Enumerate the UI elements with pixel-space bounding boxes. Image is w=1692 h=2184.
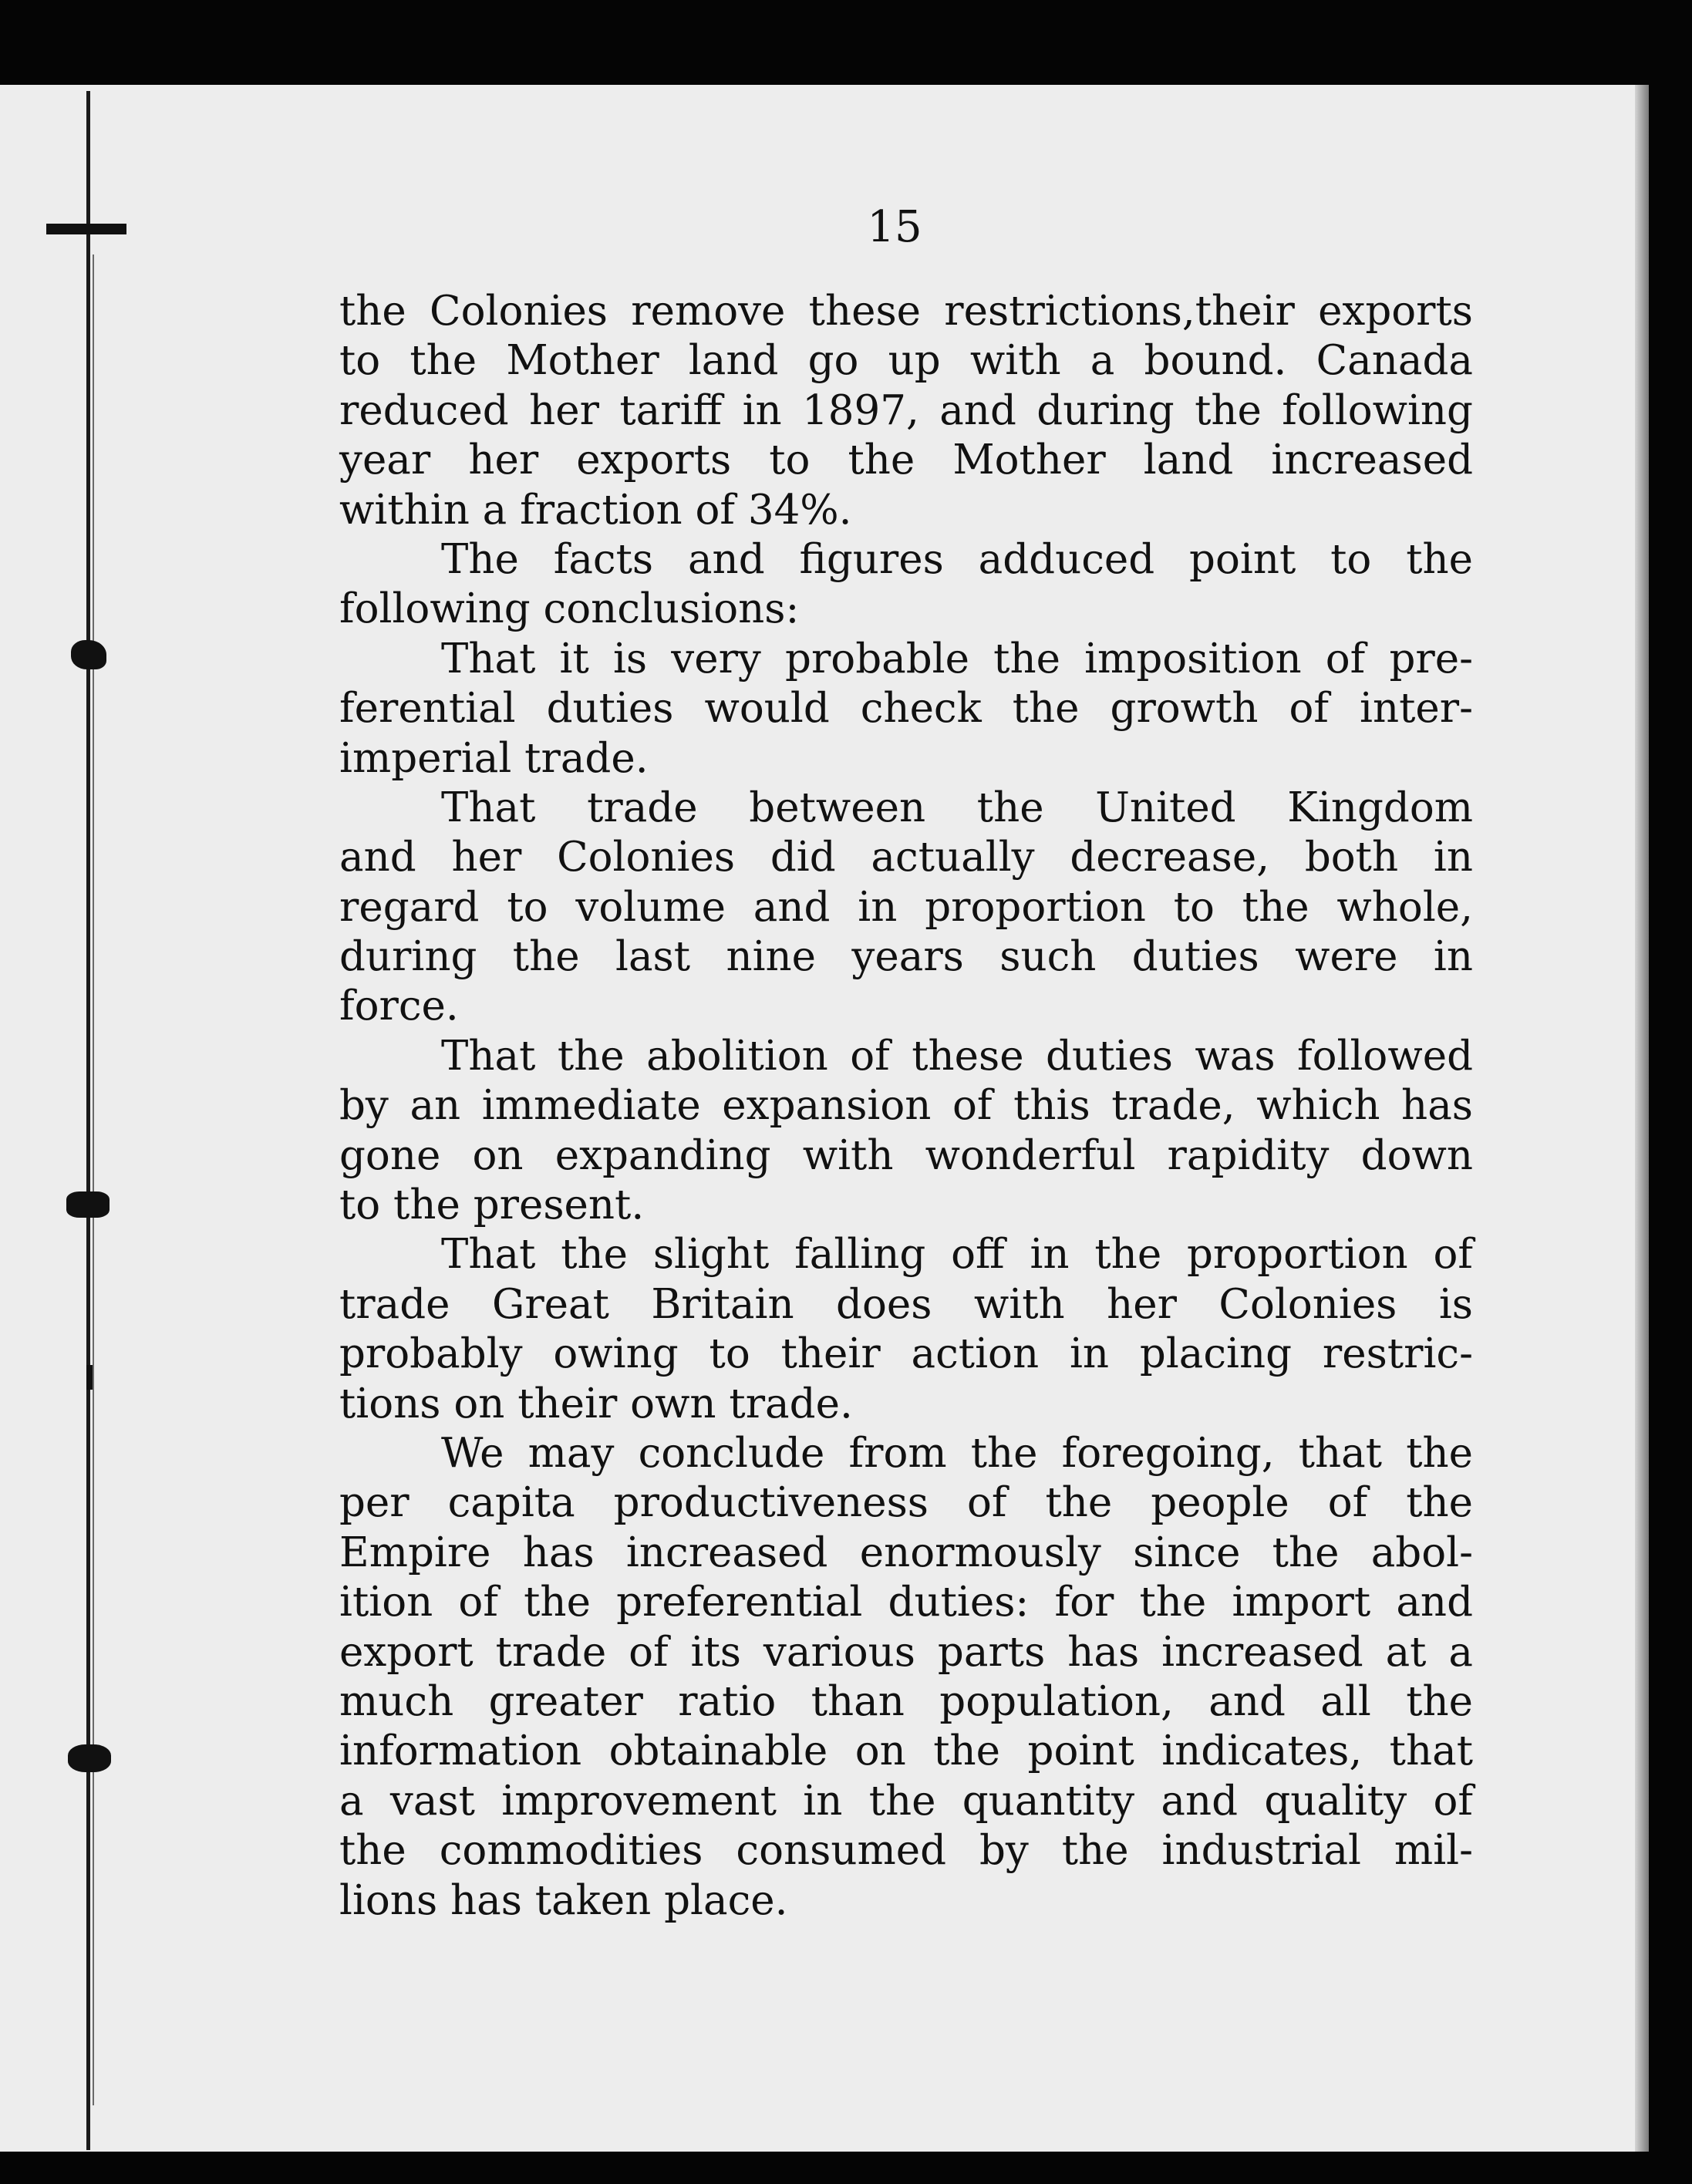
text-line: reduced her tariff in 1897, and during the following — [339, 386, 1473, 434]
text-line: The facts and figures adduced point to the — [441, 535, 1473, 583]
page-number: 15 — [867, 202, 922, 252]
body-text — [339, 287, 1473, 1926]
text-line: following conclusions: — [339, 585, 800, 633]
text-line: Empire has increased enormously since the abol- — [339, 1528, 1473, 1576]
text-line: export trade of its various parts has increased at a — [339, 1628, 1473, 1676]
text-line: trade Great Britain does with her Colonies is — [339, 1280, 1473, 1328]
text-line: regard to volume and in proportion to the whole, — [339, 883, 1473, 931]
text-line: That the slight falling off in the proportion of — [441, 1231, 1473, 1279]
text-line: the commodities consumed by the industrial mil- — [339, 1827, 1473, 1875]
text-line: and her Colonies did actually decrease, both in — [339, 834, 1473, 881]
text-line: per capita productiveness of the people of the — [339, 1479, 1473, 1527]
text-line: lions has taken place. — [339, 1876, 788, 1924]
text-line: We may conclude from the foregoing, that the — [441, 1429, 1473, 1477]
text-line: force. — [339, 982, 459, 1030]
binding-thread-mark — [66, 1191, 110, 1218]
binding-thread-mark — [86, 1365, 93, 1390]
text-line: information obtainable on the point indicates, that — [339, 1727, 1473, 1775]
text-line: ition of the preferential duties: for the import and — [339, 1579, 1473, 1626]
page-edge-shadow — [1635, 85, 1649, 2152]
text-line: That the abolition of these duties was followed — [441, 1032, 1473, 1080]
text-line: probably owing to their action in placing restric- — [339, 1330, 1473, 1378]
text-line: during the last nine years such duties were in — [339, 933, 1473, 981]
text-line: That it is very probable the imposition of pre- — [441, 635, 1473, 682]
text-line: by an immediate expansion of this trade, which has — [339, 1082, 1473, 1130]
text-line: to the present. — [339, 1181, 645, 1229]
text-line: much greater ratio than population, and all the — [339, 1677, 1473, 1725]
text-line: to the Mother land go up with a bound. Canada — [339, 337, 1473, 385]
binding-edge-inner — [93, 254, 94, 2105]
text-line: gone on expanding with wonderful rapidity down — [339, 1131, 1473, 1179]
text-line: tions on their own trade. — [339, 1380, 853, 1427]
text-line: ferential duties would check the growth of inter- — [339, 685, 1473, 733]
binding-thread-mark — [46, 224, 126, 234]
text-line: within a fraction of 34%. — [339, 486, 852, 534]
text-line: the Colonies remove these restrictions,their exports — [339, 288, 1473, 335]
text-line: a vast improvement in the quantity and quality of — [339, 1777, 1473, 1825]
binding-thread-mark — [71, 640, 106, 669]
text-line: That trade between the United Kingdom — [441, 784, 1473, 831]
text-line: year her exports to the Mother land increased — [339, 436, 1473, 484]
text-line: imperial trade. — [339, 734, 649, 782]
binding-thread-mark — [68, 1744, 111, 1772]
binding-edge — [86, 91, 90, 2150]
